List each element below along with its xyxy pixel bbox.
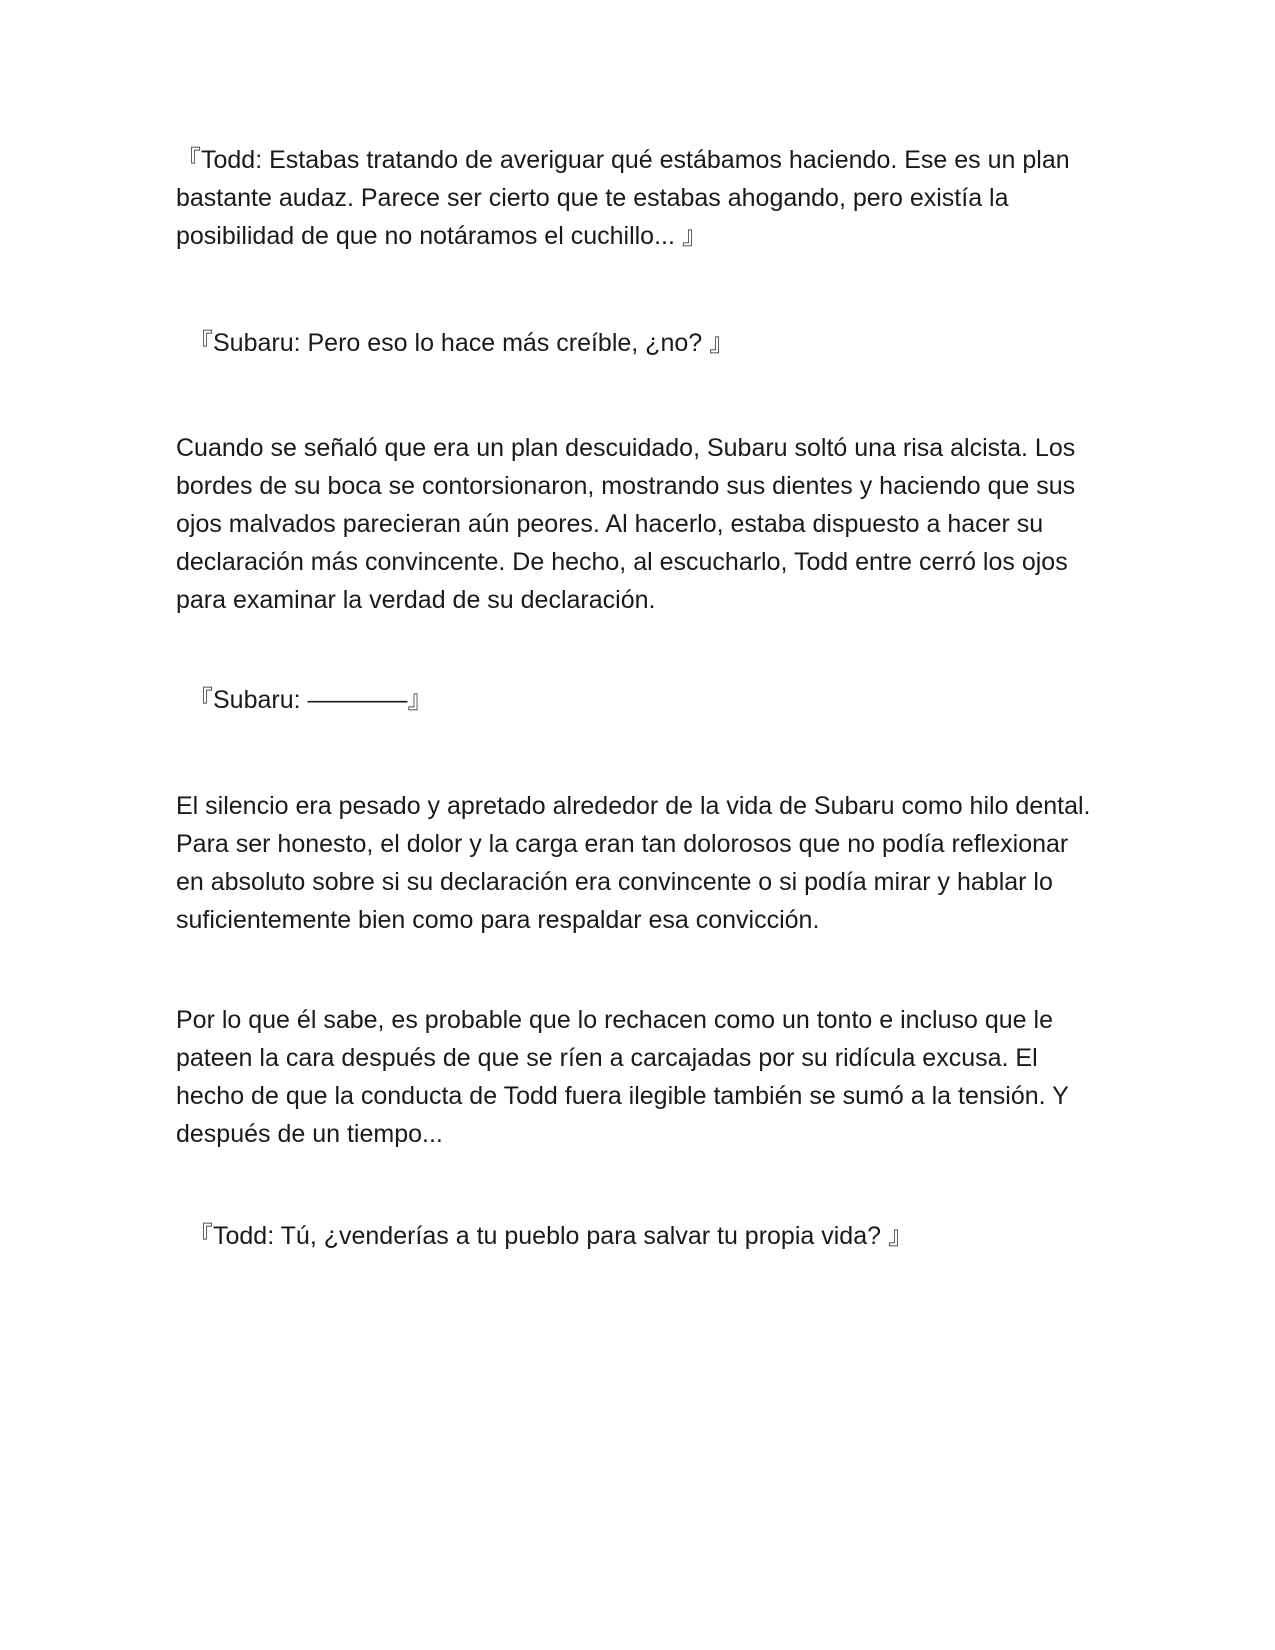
narration-paragraph-1: Cuando se señaló que era un plan descuidado, Subaru soltó una risa alcista. Los bordes de su boca se contorsionaron, mostrando sus dientes y haciendo que sus ojos malvados parecieran aún peores. Al hacerlo, estaba dispuesto a hacer su declaración más convincente. De hecho, al escucharlo, Todd entre cerró los ojos para examinar la verdad de su declaración. (176, 434, 1076, 614)
dialogue-subaru-1: 『Subaru: Pero eso lo hace más creíble, ¿no? 』 (188, 329, 735, 357)
narration-paragraph-3: Por lo que él sabe, es probable que lo rechacen como un tonto e incluso que le pateen la cara después de que se ríen a carcajadas por su ridícula excusa. El hecho de que la conducta de Todd fuera ilegible también se sumó a la tensión. Y después de un tiempo... (176, 1006, 1069, 1148)
dialogue-subaru-2: 『Subaru: ————』 (188, 686, 433, 714)
dialogue-todd-2: 『Todd: Tú, ¿venderías a tu pueblo para salvar tu propia vida? 』 (188, 1222, 913, 1250)
narration-paragraph-2: El silencio era pesado y apretado alrededor de la vida de Subaru como hilo dental. Para ser honesto, el dolor y la carga eran tan dolorosos que no podía reflexionar en absoluto sobre si su declaración era convincente o si podía mirar y hablar lo suficientemente bien como para respaldar esa convicción. (176, 792, 1091, 934)
dialogue-todd-1: 『Todd: Estabas tratando de averiguar qué estábamos haciendo. Ese es un plan bastante audaz. Parece ser cierto que te estabas ahogando, pero existía la posibilidad de que no notáramos el cuchillo... 』 (176, 146, 1070, 250)
